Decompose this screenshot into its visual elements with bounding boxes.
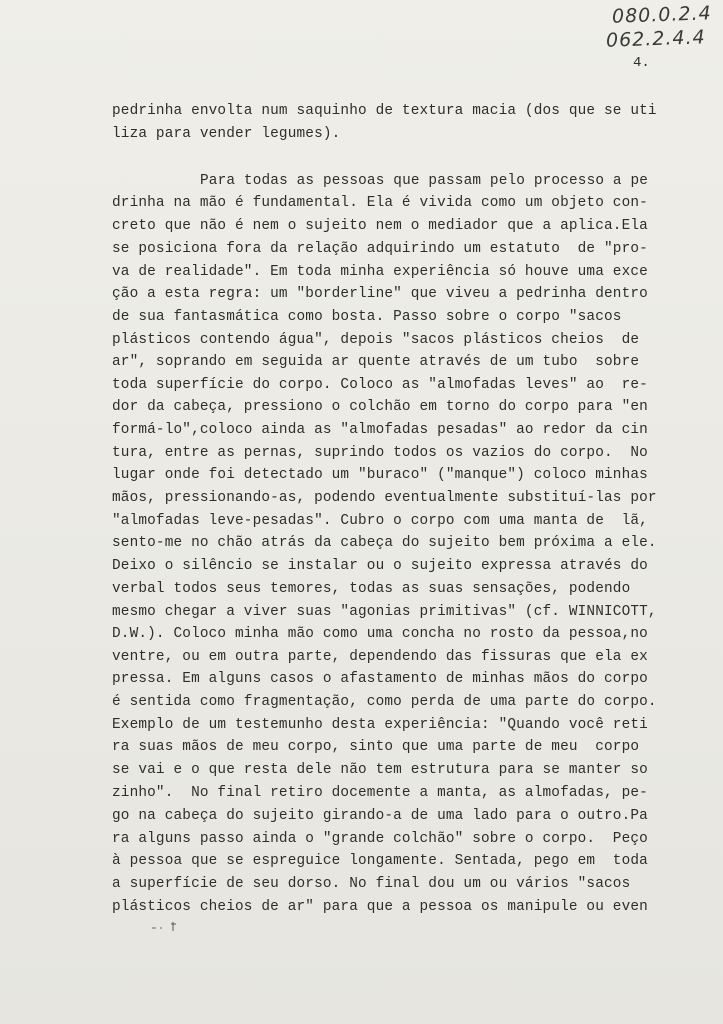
page-number: 4. xyxy=(633,55,650,71)
text-line: a superfície de seu dorso. No final dou um ou vários "sacos xyxy=(112,876,631,892)
text-line: va de realidade". Em toda minha experiência só houve uma exce xyxy=(112,264,648,280)
text-line: formá-lo",coloco ainda as "almofadas pesadas" ao redor da cin xyxy=(112,422,648,438)
text-line: de sua fantasmática como bosta. Passo sobre o corpo "sacos xyxy=(112,309,622,325)
text-line: ra suas mãos de meu corpo, sinto que uma parte de meu corpo xyxy=(112,739,640,755)
text-line: sento-me no chão atrás da cabeça do sujeito bem próxima a ele. xyxy=(112,535,657,551)
text-line: go na cabeça do sujeito girando-a de uma lado para o outro.Pa xyxy=(112,808,648,824)
text-line: mesmo chegar a viver suas "agonias primitivas" (cf. WINNICOTT, xyxy=(112,604,657,620)
text-line: ventre, ou em outra parte, dependendo das fissuras que ela ex xyxy=(112,649,648,665)
text-line: plásticos contendo água", depois "sacos plásticos cheios de xyxy=(112,332,640,348)
text-line: verbal todos seus temores, todas as suas sensações, podendo xyxy=(112,581,631,597)
text-line: liza para vender legumes). xyxy=(112,126,341,142)
text-line: ra alguns passo ainda o "grande colchão" sobre o corpo. Peço xyxy=(112,831,648,847)
text-line: pedrinha envolta num saquinho de textura macia (dos que se uti xyxy=(112,103,657,119)
text-line: é sentida como fragmentação, como perda de uma parte do corpo. xyxy=(112,694,657,710)
text-line: zinho". No final retiro docemente a manta, as almofadas, pe- xyxy=(112,785,648,801)
archive-code-2: 062.2.4.4 xyxy=(605,26,707,52)
text-line: tura, entre as pernas, suprindo todos os vazios do corpo. No xyxy=(112,445,648,461)
text-line: dor da cabeça, pressiono o colchão em torno do corpo para "en xyxy=(112,399,648,415)
text-line: Para todas as pessoas que passam pelo processo a pe xyxy=(200,173,649,189)
text-line: à pessoa que se espreguice longamente. Sentada, pego em toda xyxy=(112,853,648,869)
text-line: Exemplo de um testemunho desta experiência: "Quando você reti xyxy=(112,717,648,733)
text-line: D.W.). Coloco minha mão como uma concha no rosto da pessoa,no xyxy=(112,626,648,642)
text-line: creto que não é nem o sujeito nem o mediador que a aplica.Ela xyxy=(112,218,648,234)
archive-code-1: 080.0.2.4 xyxy=(611,2,713,28)
text-line: pressa. Em alguns casos o afastamento de minhas mãos do corpo xyxy=(112,671,648,687)
text-line: se posiciona fora da relação adquirindo um estatuto de "pro- xyxy=(112,241,648,257)
text-line: plásticos cheios de ar" para que a pessoa os manipule ou even xyxy=(112,899,648,915)
text-line: mãos, pressionando-as, podendo eventualmente substituí-las por xyxy=(112,490,657,506)
text-line: drinha na mão é fundamental. Ela é vivida como um objeto con- xyxy=(112,195,648,211)
text-line: ção a esta regra: um "borderline" que viveu a pedrinha dentro xyxy=(112,286,648,302)
text-line: "almofadas leve-pesadas". Cubro o corpo com uma manta de lã, xyxy=(112,513,648,529)
text-line: ar", soprando em seguida ar quente através de um tubo sobre xyxy=(112,354,640,370)
text-line: Deixo o silêncio se instalar ou o sujeito expressa através do xyxy=(112,558,648,574)
text-line: se vai e o que resta dele não tem estrutura para se manter so xyxy=(112,762,648,778)
text-line: toda superfície do corpo. Coloco as "almofadas leves" ao re- xyxy=(112,377,648,393)
text-line: lugar onde foi detectado um "buraco" ("manque") coloco minhas xyxy=(112,467,648,483)
stray-mark xyxy=(148,920,178,934)
